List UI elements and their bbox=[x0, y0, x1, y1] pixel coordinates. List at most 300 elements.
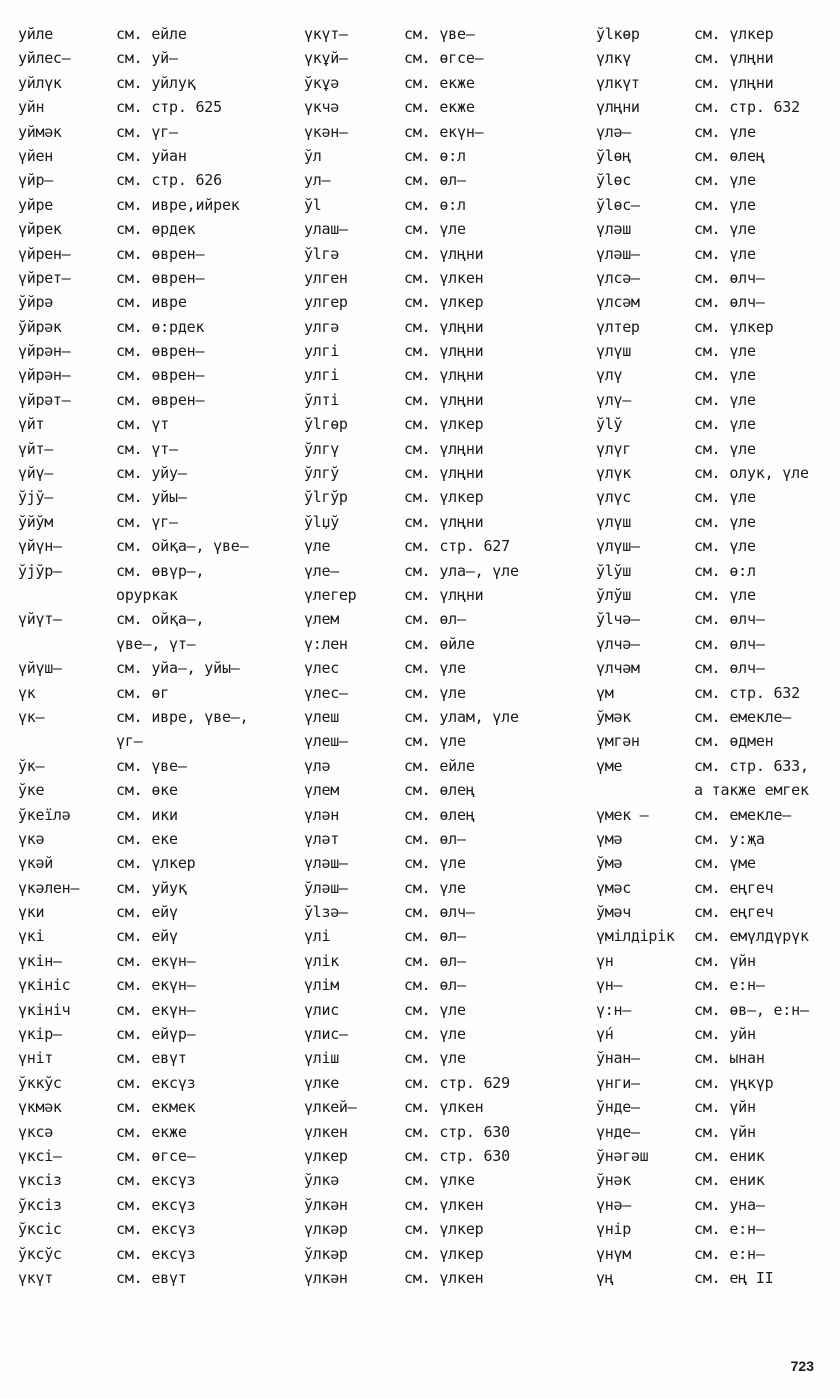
cross-reference: см. үле bbox=[694, 122, 756, 141]
dictionary-entry bbox=[596, 876, 836, 900]
cross-reference: см. үле bbox=[404, 659, 466, 678]
cross-reference: см. үт– bbox=[116, 439, 178, 458]
headword: үлегер bbox=[304, 585, 357, 604]
dictionary-column-2 bbox=[304, 22, 586, 1290]
dictionary-entry bbox=[596, 900, 836, 924]
headword: үлтер bbox=[596, 317, 640, 336]
cross-reference: см. үлкер bbox=[404, 1220, 484, 1239]
cross-reference: см. ең II bbox=[694, 1268, 774, 1287]
cross-reference: см. үлкер bbox=[404, 488, 484, 507]
dictionary-entry bbox=[18, 754, 288, 778]
cross-reference: см. өйле bbox=[404, 634, 475, 653]
cross-reference: см. стр. 630 bbox=[404, 1146, 510, 1165]
dictionary-entry bbox=[596, 1193, 836, 1217]
dictionary-entry bbox=[596, 22, 836, 46]
cross-reference: см. үйн bbox=[694, 1122, 756, 1141]
dictionary-entry bbox=[304, 534, 586, 558]
dictionary-entry bbox=[596, 95, 836, 119]
dictionary-entry bbox=[304, 388, 586, 412]
dictionary-entry bbox=[596, 656, 836, 680]
cross-reference: см. үлкен bbox=[404, 1098, 484, 1117]
dictionary-entry bbox=[304, 876, 586, 900]
cross-reference: см. еник bbox=[694, 1171, 765, 1190]
headword: ўlгўр bbox=[304, 488, 348, 507]
dictionary-entry bbox=[596, 437, 836, 461]
headword: үйүн– bbox=[18, 537, 62, 556]
dictionary-entry bbox=[18, 217, 288, 241]
dictionary-entry bbox=[304, 1120, 586, 1144]
headword: үлеш bbox=[304, 707, 339, 726]
headword: улгә bbox=[304, 317, 339, 336]
headword: ўйрә bbox=[18, 293, 53, 312]
cross-reference: см. үлңни bbox=[404, 366, 484, 385]
cross-reference: см. стр. 627 bbox=[404, 537, 510, 556]
dictionary-entry bbox=[304, 1046, 586, 1070]
cross-reference: см. өгсе– bbox=[404, 49, 484, 68]
dictionary-entry bbox=[18, 681, 288, 705]
headword: үмілдірік bbox=[596, 927, 675, 946]
cross-reference: үве–, үт– bbox=[116, 634, 196, 653]
cross-reference: см. өгсе– bbox=[116, 1146, 196, 1165]
headword: улгі bbox=[304, 366, 339, 385]
cross-reference: см. ейүр– bbox=[116, 1025, 196, 1044]
dictionary-entry bbox=[596, 681, 836, 705]
headword: үлім bbox=[304, 976, 339, 995]
headword: үлә bbox=[304, 756, 331, 775]
headword: ўlгөр bbox=[304, 415, 348, 434]
headword: ўнәк bbox=[596, 1171, 631, 1190]
dictionary-entry bbox=[18, 1266, 288, 1290]
dictionary-entry bbox=[304, 71, 586, 95]
headword: үлү– bbox=[596, 390, 631, 409]
headword: ү:н– bbox=[596, 1000, 631, 1019]
headword: ўl bbox=[304, 195, 322, 214]
dictionary-entry bbox=[18, 22, 288, 46]
headword: үйүш– bbox=[18, 659, 62, 678]
headword: үк– bbox=[18, 707, 45, 726]
cross-reference: см. еңгеч bbox=[694, 903, 774, 922]
headword: үлкү bbox=[596, 49, 631, 68]
dictionary-entry bbox=[596, 510, 836, 534]
headword: үн– bbox=[596, 976, 623, 995]
cross-reference: см. стр. 629 bbox=[404, 1073, 510, 1092]
headword: ўмәч bbox=[596, 903, 631, 922]
headword: үйт bbox=[18, 415, 45, 434]
dictionary-entry bbox=[304, 1217, 586, 1241]
dictionary-entry bbox=[304, 851, 586, 875]
cross-reference: см. екүн– bbox=[116, 1000, 196, 1019]
headword: үлем bbox=[304, 781, 339, 800]
cross-reference: см. үлңни bbox=[404, 244, 484, 263]
dictionary-entry bbox=[18, 193, 288, 217]
cross-reference: см. уйа–, уйы– bbox=[116, 659, 240, 678]
cross-reference: см. үлңни bbox=[404, 317, 484, 336]
dictionary-entry bbox=[596, 168, 836, 192]
cross-reference: см. өке bbox=[116, 781, 178, 800]
headword: үкчә bbox=[304, 98, 339, 117]
dictionary-entry bbox=[304, 193, 586, 217]
dictionary-entry bbox=[596, 949, 836, 973]
cross-reference: см. ексүз bbox=[116, 1220, 196, 1239]
dictionary-entry bbox=[304, 168, 586, 192]
dictionary-entry bbox=[304, 120, 586, 144]
cross-reference: см. ексүз bbox=[116, 1244, 196, 1263]
cross-reference: см. үлңни bbox=[404, 390, 484, 409]
headword: улаш– bbox=[304, 220, 348, 239]
cross-reference: см. үлңни bbox=[404, 342, 484, 361]
cross-reference: см. үле bbox=[694, 439, 756, 458]
cross-reference: см. үле bbox=[404, 854, 466, 873]
dictionary-entry bbox=[304, 412, 586, 436]
dictionary-entry bbox=[304, 656, 586, 680]
headword: үлем bbox=[304, 610, 339, 629]
headword: үлү bbox=[596, 366, 623, 385]
headword: үйрән– bbox=[18, 366, 71, 385]
dictionary-entry bbox=[596, 461, 836, 485]
dictionary-entry bbox=[596, 217, 836, 241]
headword: ўйўм bbox=[18, 512, 53, 531]
dictionary-entry bbox=[304, 144, 586, 168]
headword: үнір bbox=[596, 1220, 631, 1239]
cross-reference: см. ейү bbox=[116, 903, 178, 922]
dictionary-column-1 bbox=[18, 22, 288, 1290]
cross-reference: см. ейү bbox=[116, 927, 178, 946]
cross-reference: см. емекле– bbox=[694, 707, 792, 726]
cross-reference: см. үле bbox=[404, 1000, 466, 1019]
cross-reference: см. ейле bbox=[116, 25, 187, 43]
cross-reference: см. ивре bbox=[116, 293, 187, 312]
headword: үлік bbox=[304, 951, 339, 970]
dictionary-entry bbox=[18, 437, 288, 461]
dictionary-entry bbox=[18, 1120, 288, 1144]
page-number: 723 bbox=[790, 1358, 814, 1374]
headword: үмек – bbox=[596, 805, 649, 824]
headword bbox=[18, 583, 116, 607]
headword: үлүг bbox=[596, 439, 631, 458]
cross-reference: см. үле bbox=[404, 683, 466, 702]
dictionary-entry bbox=[304, 632, 586, 656]
headword: үйр– bbox=[18, 171, 53, 190]
headword: үлсәм bbox=[596, 293, 640, 312]
dictionary-entry bbox=[596, 266, 836, 290]
headword: үйрет– bbox=[18, 268, 71, 287]
cross-reference: см. үлңни bbox=[694, 49, 774, 68]
cross-reference: см. өл– bbox=[404, 976, 466, 995]
dictionary-entry bbox=[304, 510, 586, 534]
dictionary-entry bbox=[304, 998, 586, 1022]
headword: үйүт– bbox=[18, 610, 62, 629]
headword: үлкәр bbox=[304, 1220, 348, 1239]
headword: уйлүк bbox=[18, 73, 62, 92]
headword: ўлкәр bbox=[304, 1244, 348, 1263]
cross-reference: см. екүн– bbox=[116, 951, 196, 970]
dictionary-entry bbox=[596, 388, 836, 412]
dictionary-entry bbox=[596, 1266, 836, 1290]
headword: үксә bbox=[18, 1122, 53, 1141]
dictionary-entry bbox=[304, 607, 586, 631]
headword: үлүс bbox=[596, 488, 631, 507]
cross-reference: см. үйн bbox=[694, 951, 756, 970]
dictionary-entry bbox=[18, 363, 288, 387]
headword: үлән bbox=[304, 805, 339, 824]
headword: үкініс bbox=[18, 976, 71, 995]
dictionary-entry bbox=[596, 363, 836, 387]
dictionary-entry bbox=[596, 46, 836, 70]
cross-reference: см. үлңни bbox=[694, 73, 774, 92]
dictionary-entry bbox=[304, 1168, 586, 1192]
dictionary-entry bbox=[596, 1144, 836, 1168]
headword: үн bbox=[596, 951, 614, 970]
headword: үлес bbox=[304, 659, 339, 678]
headword: үкүт bbox=[18, 1268, 53, 1287]
headword bbox=[596, 778, 694, 802]
headword: ү:лен bbox=[304, 634, 348, 653]
cross-reference: см. өврен– bbox=[116, 366, 205, 385]
headword: үкән– bbox=[304, 122, 348, 141]
cross-reference: см. үле bbox=[694, 585, 756, 604]
cross-reference: см. үле bbox=[694, 171, 756, 190]
dictionary-entry bbox=[18, 95, 288, 119]
dictionary-entry bbox=[304, 242, 586, 266]
headword: уйлес– bbox=[18, 49, 71, 68]
cross-reference: см. е:н– bbox=[694, 976, 765, 995]
dictionary-entry bbox=[304, 1071, 586, 1095]
dictionary-entry bbox=[304, 729, 586, 753]
cross-reference: см. үлкен bbox=[404, 1195, 484, 1214]
headword: ўйрәк bbox=[18, 317, 62, 336]
dictionary-entry bbox=[304, 1266, 586, 1290]
headword: үксіз bbox=[18, 1171, 62, 1190]
dictionary-entry bbox=[304, 266, 586, 290]
cross-reference: см. еке bbox=[116, 829, 178, 848]
headword: ўксўс bbox=[18, 1244, 62, 1263]
headword: үйен bbox=[18, 146, 53, 165]
dictionary-entry bbox=[596, 827, 836, 851]
cross-reference: см. үле bbox=[694, 244, 756, 263]
cross-reference: см. өдмен bbox=[694, 732, 774, 751]
headword: улгер bbox=[304, 293, 348, 312]
cross-reference: см. үлкер bbox=[404, 293, 484, 312]
headword: үң bbox=[596, 1268, 614, 1287]
cross-reference: см. үлкер bbox=[694, 25, 774, 43]
headword: ўксіз bbox=[18, 1195, 62, 1214]
headword: үкін– bbox=[18, 951, 62, 970]
dictionary-entry bbox=[596, 290, 836, 314]
headword: ўlөң bbox=[596, 146, 631, 165]
headword: ўлті bbox=[304, 390, 339, 409]
dictionary-entry bbox=[18, 656, 288, 680]
cross-reference: см. уйу– bbox=[116, 464, 187, 483]
cross-reference: см. екже bbox=[404, 98, 475, 117]
cross-reference: см. өлч– bbox=[404, 903, 475, 922]
headword: үләш– bbox=[304, 854, 348, 873]
dictionary-entry bbox=[596, 632, 836, 656]
dictionary-entry bbox=[18, 778, 288, 802]
headword: ўләш– bbox=[304, 878, 348, 897]
cross-reference: см. ө:л bbox=[694, 561, 756, 580]
cross-reference: см. емекле– bbox=[694, 805, 792, 824]
cross-reference: см. үле bbox=[694, 488, 756, 507]
cross-reference: см. стр. 630 bbox=[404, 1122, 510, 1141]
dictionary-entry bbox=[18, 583, 288, 607]
headword: үніт bbox=[18, 1049, 53, 1068]
headword: үкәлен– bbox=[18, 878, 80, 897]
headword: үләт bbox=[304, 829, 339, 848]
cross-reference: см. үйн bbox=[694, 1098, 756, 1117]
dictionary-entry bbox=[18, 534, 288, 558]
dictionary-entry bbox=[18, 168, 288, 192]
dictionary-entry bbox=[596, 412, 836, 436]
dictionary-entry bbox=[596, 144, 836, 168]
dictionary-entry bbox=[18, 315, 288, 339]
headword: ўл bbox=[304, 146, 322, 165]
cross-reference: см. екже bbox=[404, 73, 475, 92]
dictionary-entry bbox=[18, 900, 288, 924]
dictionary-entry bbox=[596, 1168, 836, 1192]
headword: уйре bbox=[18, 195, 53, 214]
cross-reference: см. үле bbox=[404, 878, 466, 897]
headword: үйрен– bbox=[18, 244, 71, 263]
dictionary-entry bbox=[596, 485, 836, 509]
headword: үкмәк bbox=[18, 1098, 62, 1117]
dictionary-entry bbox=[18, 729, 288, 753]
dictionary-entry bbox=[18, 607, 288, 631]
dictionary-entry bbox=[304, 95, 586, 119]
headword: үләш– bbox=[596, 244, 640, 263]
dictionary-entry bbox=[18, 1217, 288, 1241]
cross-reference: см. өврен– bbox=[116, 390, 205, 409]
cross-reference: см. ө:л bbox=[404, 195, 466, 214]
cross-reference: см. өл– bbox=[404, 171, 466, 190]
headword: үлис– bbox=[304, 1025, 348, 1044]
cross-reference: см. өврен– bbox=[116, 342, 205, 361]
headword: үлкен bbox=[304, 1122, 348, 1141]
cross-reference: см. үлңни bbox=[404, 439, 484, 458]
headword: ўке bbox=[18, 781, 45, 800]
cross-reference: см. екүн– bbox=[404, 122, 484, 141]
cross-reference: см. үле bbox=[694, 537, 756, 556]
cross-reference: см. үлкер bbox=[116, 854, 196, 873]
dictionary-entry bbox=[596, 1217, 836, 1241]
cross-reference: см. өврен– bbox=[116, 244, 205, 263]
cross-reference: см. ө:рдек bbox=[116, 317, 205, 336]
headword: улген bbox=[304, 268, 348, 287]
dictionary-entry bbox=[304, 583, 586, 607]
cross-reference: см. ексүз bbox=[116, 1073, 196, 1092]
dictionary-entry bbox=[18, 1095, 288, 1119]
cross-reference: см. евүт bbox=[116, 1268, 187, 1287]
cross-reference: см. өвүр–, bbox=[116, 561, 205, 580]
cross-reference: см. үле bbox=[694, 415, 756, 434]
cross-reference: см. емүлдүрүк bbox=[694, 927, 809, 946]
cross-reference: см. үңкүр bbox=[694, 1073, 774, 1092]
headword: үки bbox=[18, 903, 45, 922]
headword: уйн bbox=[18, 98, 45, 117]
dictionary-entry bbox=[304, 22, 586, 46]
cross-reference: см. үле bbox=[694, 220, 756, 239]
headword: ўлгү bbox=[304, 439, 339, 458]
cross-reference: см. үле bbox=[694, 366, 756, 385]
cross-reference: үг– bbox=[116, 732, 143, 751]
dictionary-column-3 bbox=[596, 22, 836, 1290]
cross-reference: см. үлңни bbox=[404, 585, 484, 604]
dictionary-entry bbox=[304, 363, 586, 387]
headword: үйрек bbox=[18, 220, 62, 239]
headword: үкә bbox=[18, 829, 45, 848]
cross-reference: см. ивре, үве–, bbox=[116, 707, 249, 726]
dictionary-entry bbox=[18, 46, 288, 70]
cross-reference: см. стр. 625 bbox=[116, 98, 222, 117]
dictionary-entry bbox=[18, 510, 288, 534]
headword: ўмә bbox=[596, 854, 623, 873]
dictionary-entry bbox=[596, 754, 836, 778]
dictionary-entry bbox=[18, 705, 288, 729]
dictionary-entry bbox=[18, 632, 288, 656]
cross-reference: см. екмек bbox=[116, 1098, 196, 1117]
headword bbox=[18, 729, 116, 753]
headword: үлі bbox=[304, 927, 331, 946]
headword: үлңни bbox=[596, 98, 640, 117]
dictionary-entry bbox=[596, 534, 836, 558]
cross-reference: см. үле bbox=[404, 220, 466, 239]
headword: үкүт– bbox=[304, 25, 348, 43]
headword: үн́ bbox=[596, 1025, 614, 1044]
dictionary-entry bbox=[304, 1193, 586, 1217]
dictionary-entry bbox=[596, 193, 836, 217]
cross-reference: см. үве– bbox=[116, 756, 187, 775]
dictionary-entry bbox=[18, 71, 288, 95]
dictionary-entry bbox=[304, 1095, 586, 1119]
dictionary-entry bbox=[18, 1022, 288, 1046]
headword: ўлўш bbox=[596, 585, 631, 604]
headword: ўлгў bbox=[304, 464, 339, 483]
dictionary-entry bbox=[304, 1242, 586, 1266]
headword: үксі– bbox=[18, 1146, 62, 1165]
cross-reference: см. үлңни bbox=[404, 512, 484, 531]
headword: үләш bbox=[596, 220, 631, 239]
cross-reference: см. улам, үле bbox=[404, 707, 519, 726]
headword: үйт– bbox=[18, 439, 53, 458]
dictionary-entry bbox=[304, 827, 586, 851]
dictionary-entry bbox=[18, 339, 288, 363]
dictionary-entry bbox=[18, 924, 288, 948]
cross-reference: см. үле bbox=[694, 195, 756, 214]
cross-reference: см. үт bbox=[116, 415, 169, 434]
dictionary-entry bbox=[596, 1046, 836, 1070]
dictionary-entry bbox=[18, 266, 288, 290]
headword: ўlкөр bbox=[596, 25, 640, 43]
headword: ўlў bbox=[596, 415, 623, 434]
dictionary-entry bbox=[18, 120, 288, 144]
cross-reference: см. үг– bbox=[116, 512, 178, 531]
dictionary-entry bbox=[596, 339, 836, 363]
dictionary-entry bbox=[18, 827, 288, 851]
headword: үнүм bbox=[596, 1244, 631, 1263]
dictionary-entry bbox=[18, 144, 288, 168]
headword: ўlгә bbox=[304, 244, 339, 263]
cross-reference: см. үлкен bbox=[404, 1268, 484, 1287]
dictionary-entry bbox=[304, 900, 586, 924]
dictionary-entry bbox=[18, 973, 288, 997]
cross-reference: см. е:н– bbox=[694, 1220, 765, 1239]
cross-reference: см. үве– bbox=[404, 25, 475, 43]
headword: ўлкән bbox=[304, 1195, 348, 1214]
headword: үнде– bbox=[596, 1122, 640, 1141]
headword: ўмәк bbox=[596, 707, 631, 726]
cross-reference: см. өлч– bbox=[694, 659, 765, 678]
headword: үлчә– bbox=[596, 634, 640, 653]
cross-reference: см. ула–, үле bbox=[404, 561, 519, 580]
